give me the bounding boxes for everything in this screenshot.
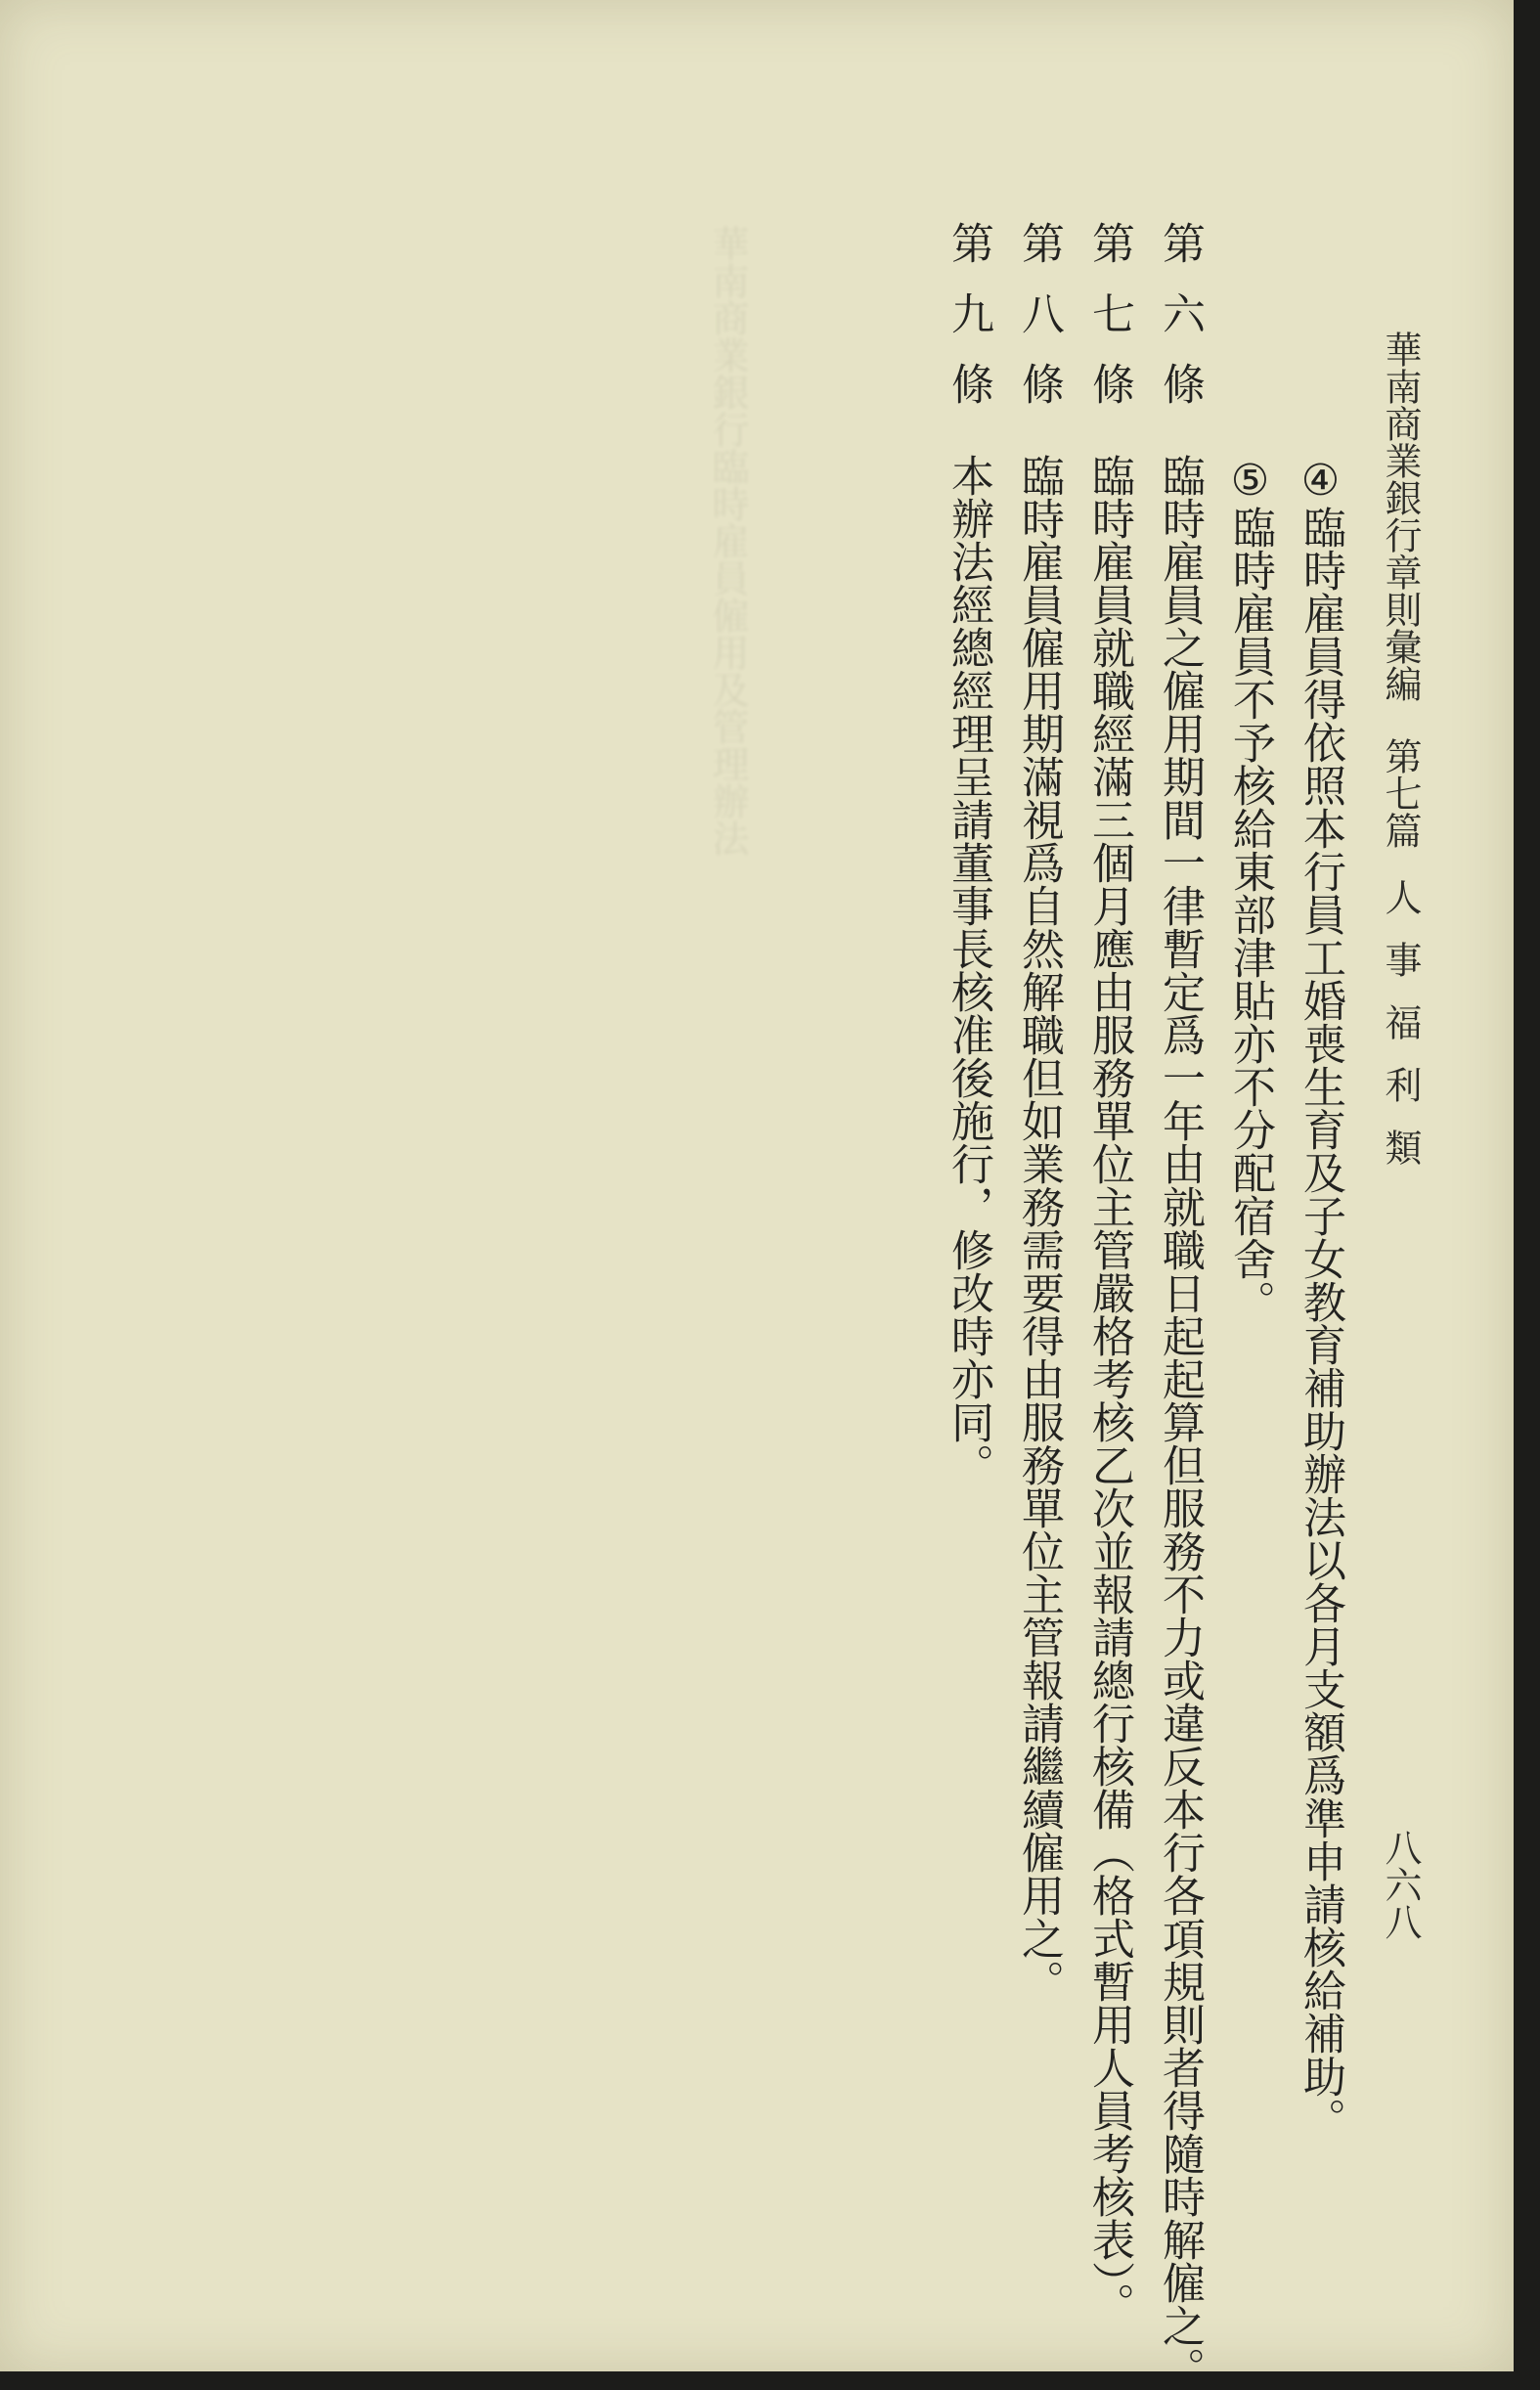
item-text: 臨時雇員得依照本行員工婚喪生育及子女教育補助辦法以各月支額爲準申請核給補助。 [1296, 506, 1345, 2141]
article-label: 第六條 [1155, 221, 1205, 432]
clause-item-5 [1225, 456, 1275, 1323]
clause-item-4 [1296, 456, 1345, 2141]
article-label: 第八條 [1014, 221, 1064, 432]
item-text: 臨時雇員不予核給東部津貼亦不分配宿舍。 [1225, 506, 1275, 1323]
category-title: 人事福利類 [1379, 878, 1422, 1191]
article-7 [1084, 221, 1134, 2325]
article-text: 臨時雇員僱用期滿視爲自然解職但如業務需要得由服務單位主管報請繼續僱用之。 [1014, 454, 1064, 2003]
article-8 [1014, 221, 1064, 2003]
part-title: 第七篇 [1379, 737, 1422, 849]
article-label: 第九條 [944, 221, 993, 432]
item-marker: ⑤ [1225, 456, 1275, 506]
article-text: 臨時雇員就職經滿三個月應由服務單位主管嚴格考核乙次並報請總行核備（格式暫用人員考核表）。 [1084, 454, 1134, 2325]
article-9 [944, 221, 993, 1486]
article-text: 臨時雇員之僱用期間一律暫定爲一年由就職日起起算但服務不力或違反本行各項規則者得隨時解僱之。 [1155, 454, 1205, 2390]
article-label: 第七條 [1084, 221, 1134, 432]
page-number: 八六八 [1379, 1829, 1422, 1940]
book-title: 華南商業銀行章則彙編 [1379, 331, 1422, 702]
article-text: 本辦法經總經理呈請董事長核准後施行，修改時亦同。 [944, 454, 993, 1486]
bleed-through-text: 華南商業銀行臨時雇員僱用及管理辦法 [706, 225, 749, 857]
item-marker: ④ [1296, 456, 1345, 506]
article-6 [1155, 221, 1205, 2390]
running-header [1379, 331, 1422, 1191]
